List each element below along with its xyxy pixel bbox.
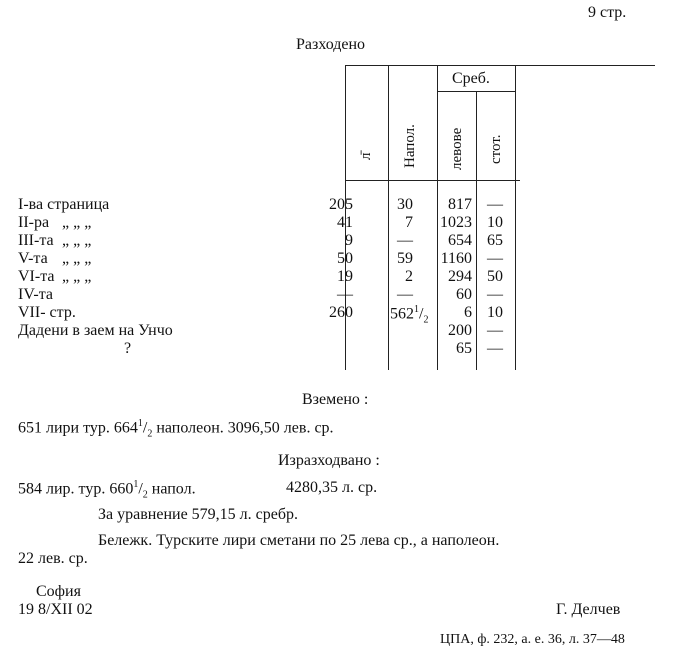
note-line-2: 22 лев. ср. (18, 550, 88, 567)
cell-l: 41 (337, 214, 353, 231)
cell-napol: 59 (397, 250, 413, 267)
cell-l: 205 (329, 196, 353, 213)
page-heading: Разходено (296, 36, 366, 53)
cell-stot: — (487, 340, 503, 357)
cell-napol-fraction: $562^1/_2$ (390, 304, 429, 326)
cell-levove: 200 (448, 322, 472, 339)
row-label: Дадени в заем на Унчо (18, 322, 173, 339)
spent-amount: 4280,35 л. ср. (286, 479, 378, 496)
cell-levove: 6 (464, 304, 472, 321)
ditto-marks: „ „ „ (62, 268, 92, 285)
note-line-1: Бележк. Турските лири сметани по 25 лева ср., а наполеон. (98, 532, 500, 549)
received-line: 651 лири тур. $664^1/_2$ наполеон. 3096,50 лев. ср. (18, 418, 334, 440)
cell-levove: 817 (448, 196, 472, 213)
cell-stot: — (487, 322, 503, 339)
header-bottom-rule (345, 180, 520, 181)
cell-l: 9 (345, 232, 353, 249)
cell-stot: 10 (487, 214, 503, 231)
group-header-sreb: Среб. (452, 70, 490, 87)
page-number: 9 стр. (588, 4, 627, 21)
cell-levove: 1160 (440, 250, 472, 267)
cell-napol: 7 (405, 214, 413, 231)
table-top-rule (345, 65, 655, 66)
cell-napol: — (397, 232, 413, 249)
place: София (36, 583, 81, 600)
cell-levove: 1023 (440, 214, 472, 231)
row-label: II-ра (18, 214, 50, 231)
column-header-levove: левове (449, 127, 465, 170)
date: 19 8/XII 02 (18, 601, 93, 618)
row-label: VII- стр. (18, 304, 76, 321)
cell-stot: 50 (487, 268, 503, 285)
cell-napol: — (397, 286, 413, 303)
spent-title: Изразходвано : (278, 452, 380, 469)
cell-stot: — (487, 196, 503, 213)
spent-line: 584 лир. тур. $660^1/_2$ напол. (18, 479, 196, 501)
row-label: III-та (18, 232, 54, 249)
row-label: VI-та (18, 268, 55, 285)
cell-levove: 654 (448, 232, 472, 249)
cell-napol: 30 (397, 196, 413, 213)
cell-l: 50 (337, 250, 353, 267)
cell-napol: 2 (405, 268, 413, 285)
row-label: IV-та (18, 286, 54, 303)
cell-stot: — (487, 286, 503, 303)
column-header-napol: Напол. (402, 124, 418, 168)
cell-levove: 60 (456, 286, 472, 303)
row-label-question: ? (124, 340, 132, 357)
signature: Г. Делчев (556, 601, 621, 618)
cell-l: 260 (329, 304, 353, 321)
cell-l: 19 (337, 268, 353, 285)
col-divider (476, 91, 477, 370)
ditto-marks: „ „ „ (62, 232, 92, 249)
balance-line: За уравнение 579,15 л. сребр. (98, 506, 298, 523)
source-reference: ЦПА, ф. 232, а. е. 36, л. 37—48 (440, 632, 625, 647)
ditto-marks: „ „ „ (62, 214, 92, 231)
cell-levove: 294 (448, 268, 472, 285)
row-label: I-ва страница (18, 196, 110, 213)
col-divider (515, 65, 516, 370)
received-title: Вземено : (302, 391, 369, 408)
cell-levove: 65 (456, 340, 472, 357)
row-label: V-та (18, 250, 48, 267)
cell-stot: 10 (487, 304, 503, 321)
col-divider (437, 65, 438, 370)
ditto-marks: „ „ „ (62, 250, 92, 267)
column-header-l: л̄ (358, 152, 374, 160)
cell-l: — (337, 286, 353, 303)
col-divider (388, 65, 389, 370)
cell-stot: 65 (487, 232, 503, 249)
column-header-stot: стот. (488, 134, 504, 164)
cell-stot: — (487, 250, 503, 267)
